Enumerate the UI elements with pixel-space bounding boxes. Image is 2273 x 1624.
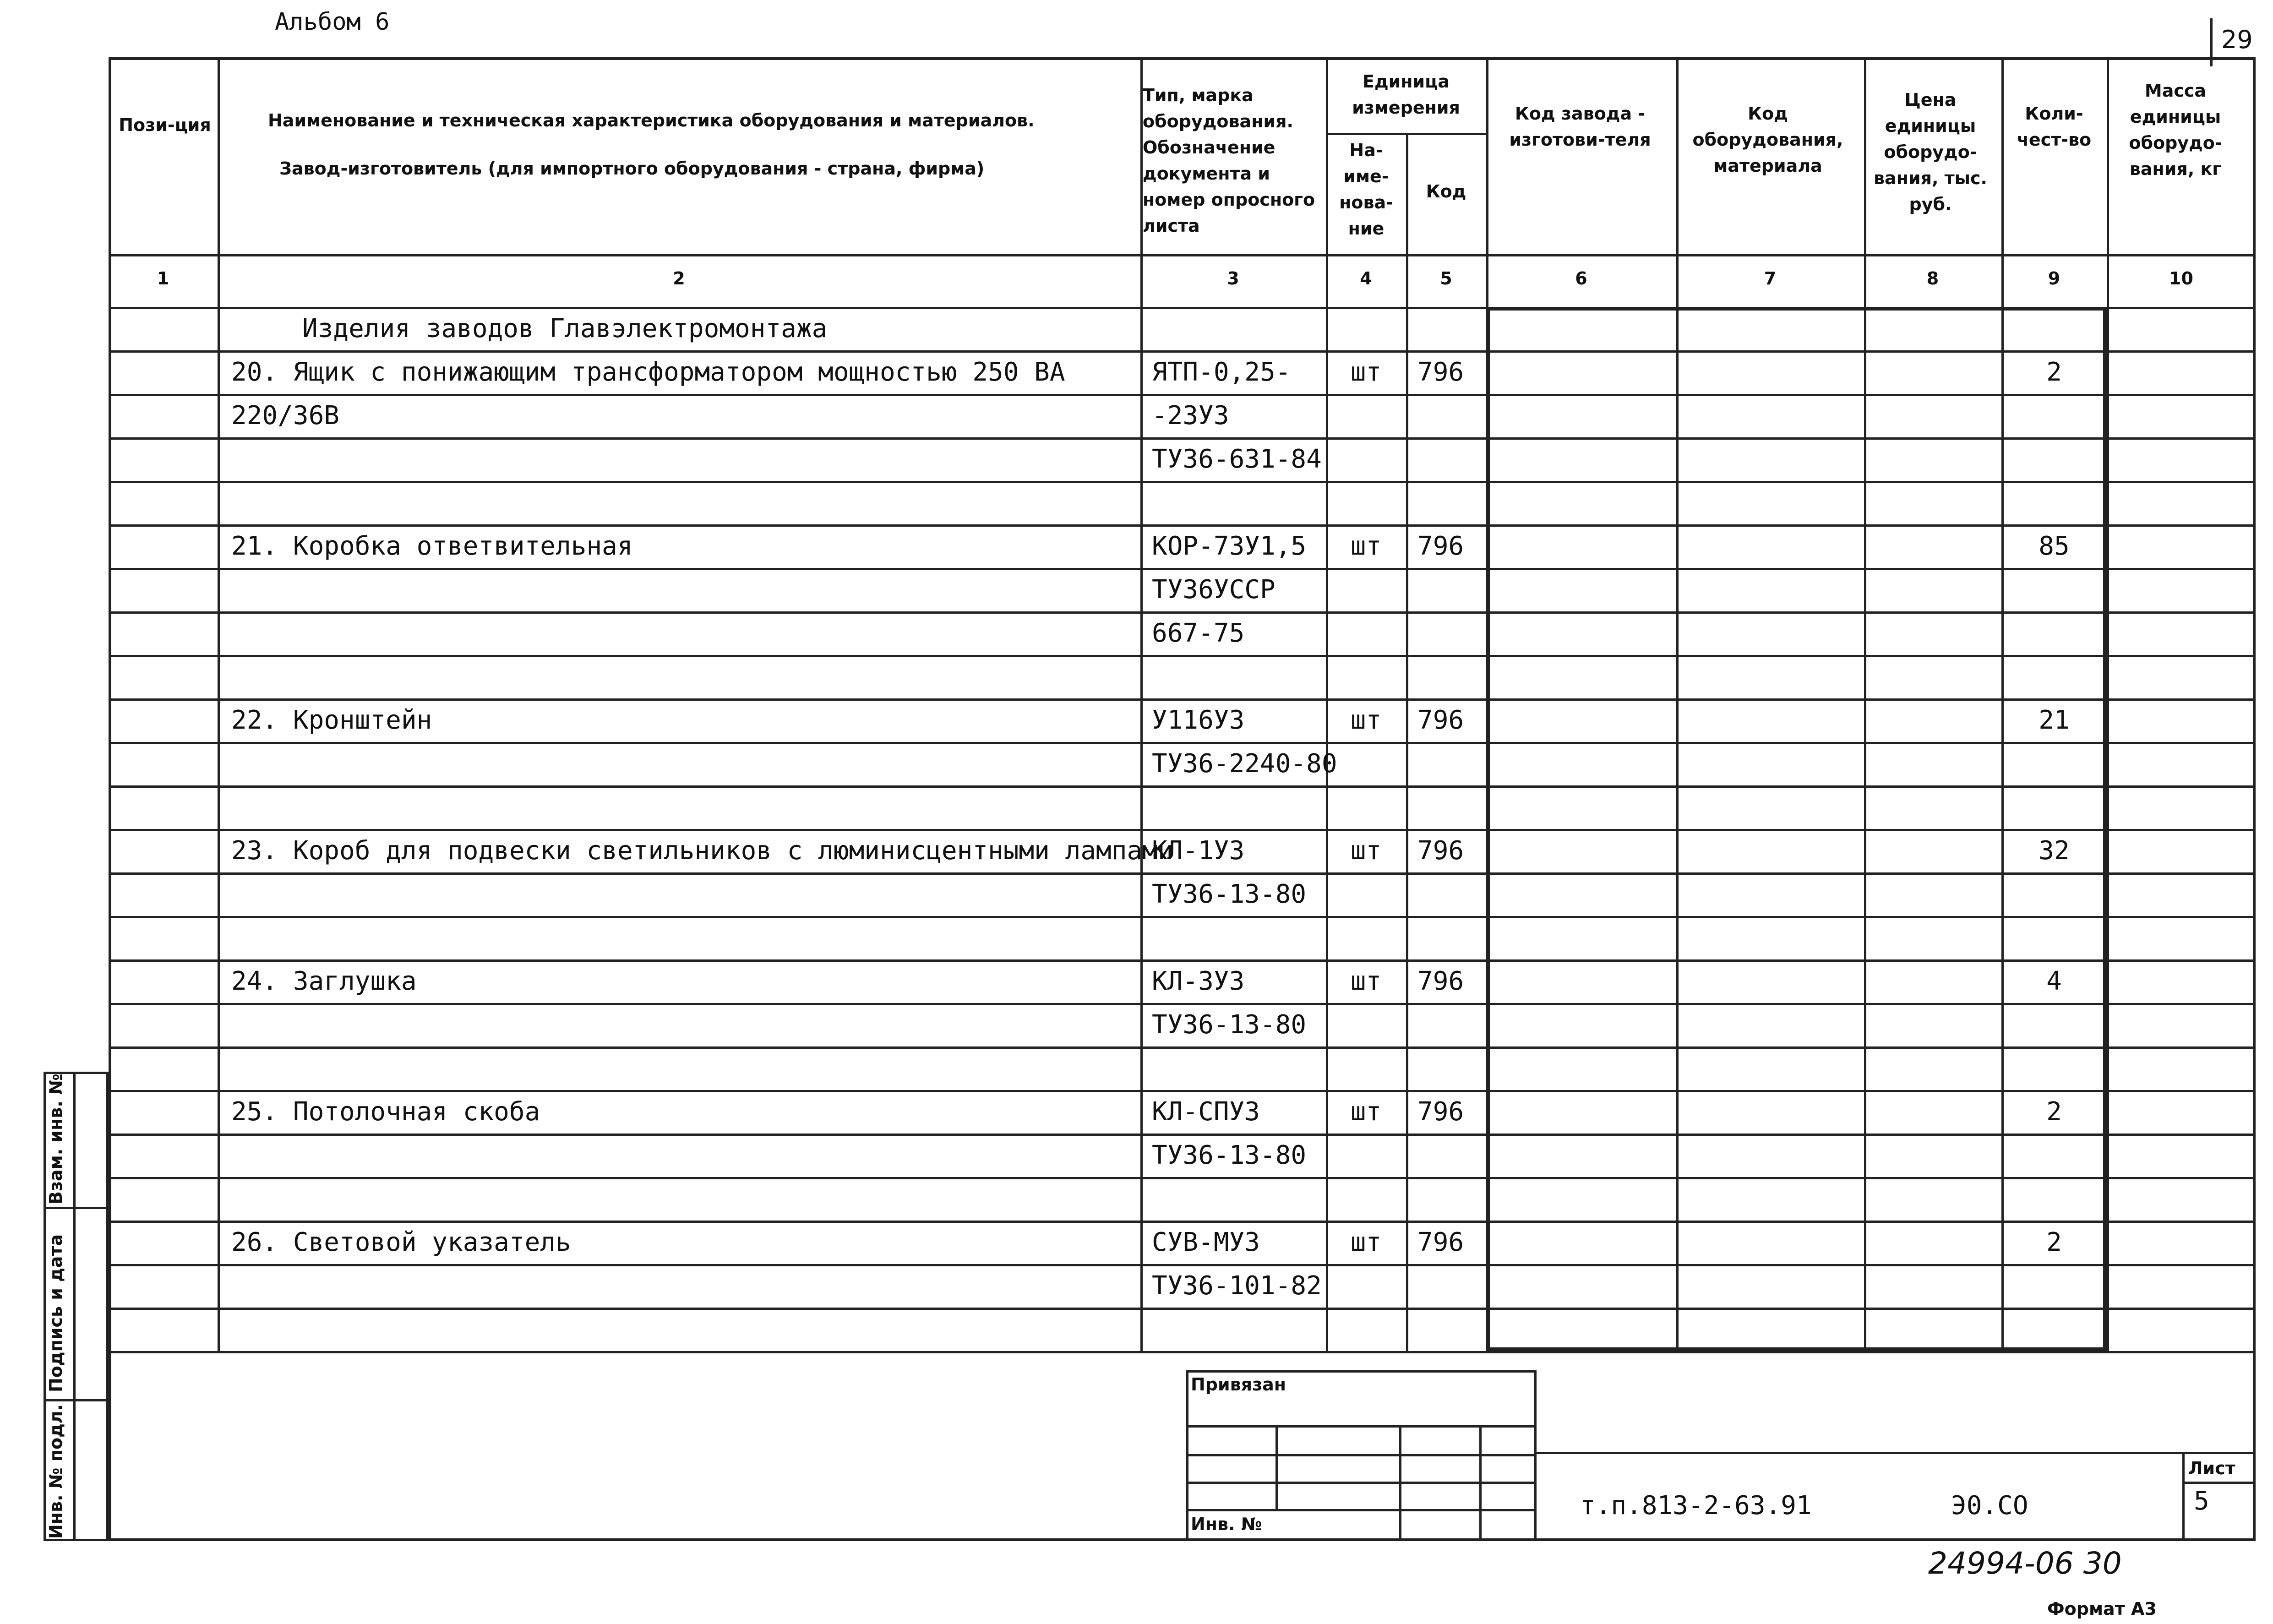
item-quantity: 2 <box>2046 1227 2062 1257</box>
item-type: КЛ-СПУ3 <box>1152 1097 1260 1127</box>
row-line <box>109 254 2256 256</box>
item-name: 22. Кронштейн <box>231 705 432 735</box>
item-unit-code: 796 <box>1417 357 1464 387</box>
row-line <box>109 829 2256 831</box>
item-type: ТУ36УССР <box>1152 575 1275 605</box>
row-line <box>109 1264 2256 1266</box>
row-line <box>109 1003 2256 1005</box>
row-line <box>109 1351 2256 1353</box>
item-quantity: 32 <box>2039 836 2070 866</box>
item-type: ТУ36-13-80 <box>1152 1140 1307 1170</box>
row-line <box>109 872 2256 875</box>
item-type: ТУ36-13-80 <box>1152 879 1307 909</box>
header-mass: Масса единицы оборудо-вания, кг <box>2129 81 2222 179</box>
item-type: КЛ-1У3 <box>1152 836 1245 866</box>
header-name-line1: Наименование и техническая характеристика оборудования и материалов. <box>268 110 1035 131</box>
row-line <box>109 655 2256 657</box>
column-number: 10 <box>2169 268 2193 289</box>
item-type: -23У3 <box>1152 401 1229 431</box>
margin-vzam: Взам. инв. № <box>46 1074 66 1204</box>
sheet-label: Лист <box>2188 1458 2235 1478</box>
header-factory-code: Код завода - изготови-теля <box>1509 104 1651 150</box>
row-line <box>109 742 2256 744</box>
item-quantity: 2 <box>2046 1097 2062 1127</box>
column-line <box>1140 57 1143 1351</box>
item-unit: шт <box>1350 966 1382 996</box>
item-unit-code: 796 <box>1417 1227 1464 1257</box>
column-line <box>1326 57 1328 1351</box>
item-unit-code: 796 <box>1417 705 1464 735</box>
item-name: 24. Заглушка <box>231 966 417 996</box>
column-number: 7 <box>1764 268 1777 289</box>
item-name: Изделия заводов Главэлектромонтажа <box>302 314 828 343</box>
column-line <box>2107 57 2109 1351</box>
item-name: 220/36В <box>231 401 340 431</box>
row-line <box>109 1134 2256 1136</box>
row-line <box>109 437 2256 440</box>
item-name: 23. Короб для подвески светильников с люминисцентными лампами <box>231 836 1173 866</box>
item-unit-code: 796 <box>1417 966 1464 996</box>
item-name: 26. Световой указатель <box>231 1227 571 1257</box>
margin-sign: Подпись и дата <box>46 1234 66 1392</box>
item-unit: шт <box>1350 836 1382 866</box>
header-equipment-code: Код оборудования, материала <box>1692 104 1843 176</box>
document-code: т.п.813-2-63.91 <box>1580 1491 1812 1520</box>
column-number: 6 <box>1575 268 1587 289</box>
row-line <box>109 1221 2256 1223</box>
header-unit-name: На-име-нова-ние <box>1339 140 1393 239</box>
row-line <box>109 568 2256 570</box>
item-name: 25. Потолочная скоба <box>231 1097 540 1127</box>
header-quantity: Коли-чест-во <box>2017 104 2092 150</box>
archive-stamp: 24994-06 30 <box>1928 1546 2122 1581</box>
row-line <box>109 481 2256 483</box>
row-line <box>109 1177 2256 1179</box>
album-label: Альбом 6 <box>275 8 390 36</box>
item-type: ЯТП-0,25- <box>1152 357 1291 387</box>
column-line <box>218 57 220 1351</box>
row-line <box>109 1046 2256 1049</box>
column-number: 9 <box>2048 268 2060 289</box>
row-line <box>109 785 2256 788</box>
column-number: 8 <box>1926 268 1939 289</box>
item-name: 21. Коробка ответвительная <box>231 531 633 561</box>
item-unit-code: 796 <box>1417 836 1464 866</box>
header-position: Пози-ция <box>119 115 211 135</box>
row-line <box>109 916 2256 918</box>
row-line <box>109 698 2256 701</box>
column-number: 2 <box>673 268 685 289</box>
header-type: Тип, марка оборудования. Обозначение документа и номер опросного листа <box>1143 85 1315 236</box>
item-unit-code: 796 <box>1417 1097 1464 1127</box>
column-number: 4 <box>1360 268 1372 289</box>
item-type: КОР-73У1,5 <box>1152 531 1307 561</box>
item-quantity: 2 <box>2046 357 2062 387</box>
item-quantity: 85 <box>2039 531 2070 561</box>
row-line <box>109 394 2256 396</box>
column-number: 1 <box>157 268 169 289</box>
header-name-line2: Завод-изготовитель (для импортного оборудования - страна, фирма) <box>279 158 985 179</box>
page-number: 29 <box>2221 25 2253 54</box>
header-unit-code: Код <box>1426 181 1466 202</box>
item-unit: шт <box>1350 357 1382 387</box>
row-line <box>109 959 2256 962</box>
row-line <box>109 524 2256 527</box>
item-type: 667-75 <box>1152 618 1245 648</box>
column-number: 5 <box>1440 268 1452 289</box>
item-unit: шт <box>1350 705 1382 735</box>
item-type: ТУ36-13-80 <box>1152 1010 1307 1040</box>
item-type: ТУ36-2240-80 <box>1152 749 1337 779</box>
item-type: У116У3 <box>1152 705 1245 735</box>
row-line <box>109 1308 2256 1310</box>
item-name: 20. Ящик с понижающим трансформатором мощностью 250 ВА <box>231 357 1065 387</box>
item-unit: шт <box>1350 531 1382 561</box>
header-price: Цена единицы оборудо-вания, тыс. руб. <box>1874 90 1987 214</box>
item-type: ТУ36-101-82 <box>1152 1271 1322 1301</box>
item-quantity: 4 <box>2046 966 2062 996</box>
row-line <box>109 611 2256 614</box>
row-line <box>109 350 2256 353</box>
item-unit-code: 796 <box>1417 531 1464 561</box>
column-number: 3 <box>1227 268 1239 289</box>
linked-label: Привязан <box>1191 1374 1286 1395</box>
row-line <box>109 1090 2256 1092</box>
item-unit: шт <box>1350 1097 1382 1127</box>
margin-inv: Инв. № подл. <box>46 1404 66 1539</box>
sheet-code: Э0.СО <box>1951 1491 2028 1520</box>
format-label: Формат А3 <box>2047 1599 2157 1619</box>
sheet-number: 5 <box>2194 1486 2209 1516</box>
item-type: ТУ36-631-84 <box>1152 444 1322 474</box>
item-type: СУВ-МУ3 <box>1152 1227 1260 1257</box>
inv-label: Инв. № <box>1191 1514 1262 1534</box>
item-type: КЛ-3У3 <box>1152 966 1245 996</box>
item-quantity: 21 <box>2039 705 2070 735</box>
header-unit: Единица измерения <box>1352 71 1460 118</box>
item-unit: шт <box>1350 1227 1382 1257</box>
